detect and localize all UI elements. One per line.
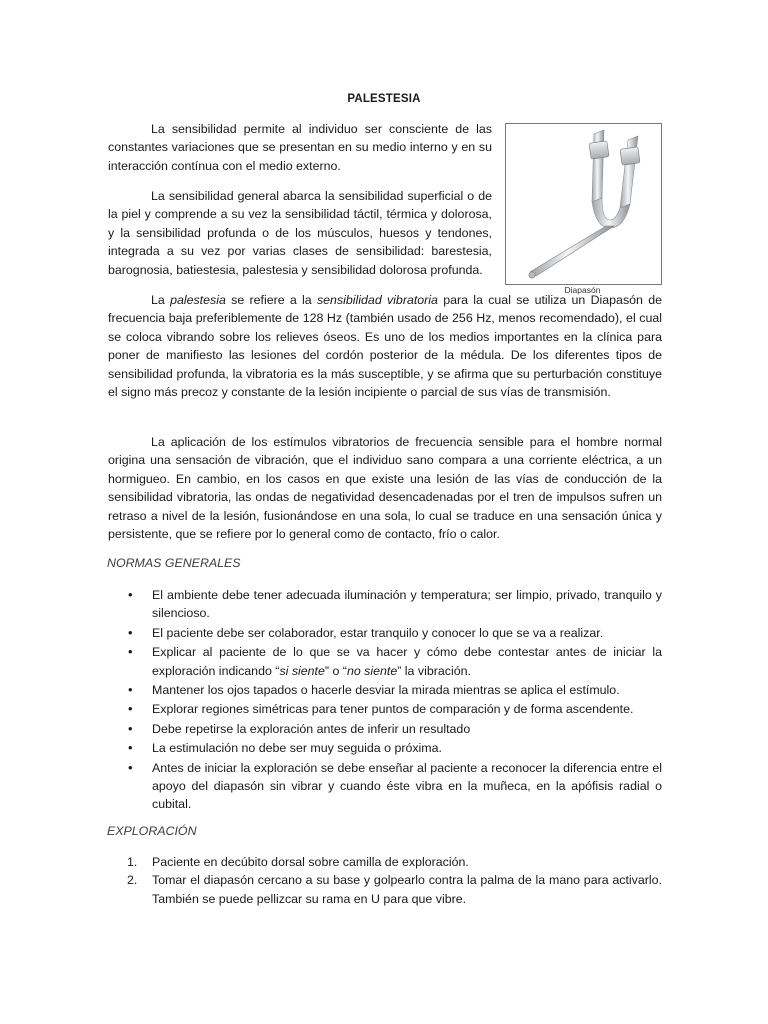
list-item: • La estimulación no debe ser muy seguida o próxima. [108, 739, 662, 757]
list-item [108, 853, 662, 871]
list-item [108, 871, 662, 908]
list-item: • El ambiente debe tener adecuada iluminación y temperatura; ser limpio, privado, tranquilo y silencioso. [108, 586, 662, 623]
quote-si-siente: si siente [279, 663, 325, 678]
section-heading-exploracion: EXPLORACIÓN [107, 824, 197, 838]
p3-text-1: La [151, 293, 171, 307]
p3-text-2: se refiere a la [225, 293, 317, 307]
section-heading-normas: NORMAS GENERALES [107, 556, 241, 570]
step-number: 1. [127, 855, 138, 869]
paragraph-intro: La sensibilidad permite al individuo ser consciente de las constantes variaciones que se presentan en su medio interno y en su interacción contínua con el medio externo. [108, 122, 492, 173]
item-text-c: ” o “ [324, 663, 347, 678]
list-item [108, 643, 662, 680]
list-item: • Antes de iniciar la exploración se debe enseñar al paciente a reconocer la diferencia entre el apoyo del diapasón sin vibrar y cuando éste vibra en la muñeca, en la apófisis radial o cubital. [108, 759, 662, 814]
tuning-fork-icon [506, 124, 661, 284]
item-text-e: ” la vibración. [397, 663, 471, 678]
list-item: • Explorar regiones simétricas para tener puntos de comparación y de forma ascendente. [108, 700, 662, 718]
tuning-fork-figure [505, 123, 662, 285]
item-text-a: Explicar al paciente de lo que se va hacer y cómo debe contestar antes de iniciar la exploración indicando “ [152, 645, 662, 678]
paragraph-palestesia [108, 291, 662, 401]
step-number: 2. [127, 873, 138, 888]
exploracion-steps [108, 853, 662, 908]
list-item: • Mantener los ojos tapados o hacerle desviar la mirada mientras se aplica el estímulo. [108, 681, 662, 699]
list-item: • Debe repetirse la exploración antes de inferir un resultado [108, 720, 662, 738]
paragraph-stimulus-application: La aplicación de los estímulos vibratorios de frecuencia sensible para el hombre normal origina una sensación de vibración, que el individuo sano compara a una corriente eléctrica, a un hormigueo. En cambio, en los casos en que existe una lesión de las vías de conducción de la sensibilidad vibratoria, las ondas de negatividad desencadenadas por el tren de impulsos sufren un retraso a nivel de la lesión, fusionándose en una sola, lo cual se traduce en una sensación única y persistente, que se refiere por lo general como de contacto, frío o calor. [108, 435, 662, 542]
figure-caption: Diapasón [564, 285, 601, 295]
quote-no-siente: no siente [346, 663, 398, 678]
normas-list [108, 586, 662, 815]
page-title: PALESTESIA [347, 93, 421, 105]
list-item: • El paciente debe ser colaborador, estar tranquilo y conocer lo que se va a realizar. [108, 624, 662, 642]
step-text: Paciente en decúbito dorsal sobre camilla de exploración. [152, 855, 469, 869]
term-sensibilidad-vibratoria: sensibilidad vibratoria [316, 293, 438, 307]
term-palestesia: palestesia [170, 293, 226, 307]
step-text: Tomar el diapasón cercano a su base y golpearlo contra la palma de la mano para activarlo. También se puede pellizcar su rama en U para que vibre. [152, 873, 662, 906]
paragraph-general-sensibility: La sensibilidad general abarca la sensibilidad superficial o de la piel y comprende a su vez la sensibilidad táctil, térmica y dolorosa, y la sensibilidad profunda o de los músculos, huesos y tendones, integrada a su vez por varias clases de sensibilidad: barestesia, barognosia, batiestesia, palestesia y sensibilidad dolorosa profunda. [108, 189, 492, 277]
p3-text-3: para la cual se utiliza un Diapasón de frecuencia baja preferiblemente de 128 Hz (también usado de 256 Hz, menos recomendado), el cual se coloca vibrando sobre los relieves óseos. Es uno de los medios importantes en la clínica para poner de manifiesto las lesiones del cordón posterior de la médula. De los diferentes tipos de sensibilidad profunda, la vibratoria es la más susceptible, y se afirma que su perturbación constituye el signo más precoz y constante de la lesión incipiente o parcial de sus vías de transmisión. [108, 293, 662, 400]
